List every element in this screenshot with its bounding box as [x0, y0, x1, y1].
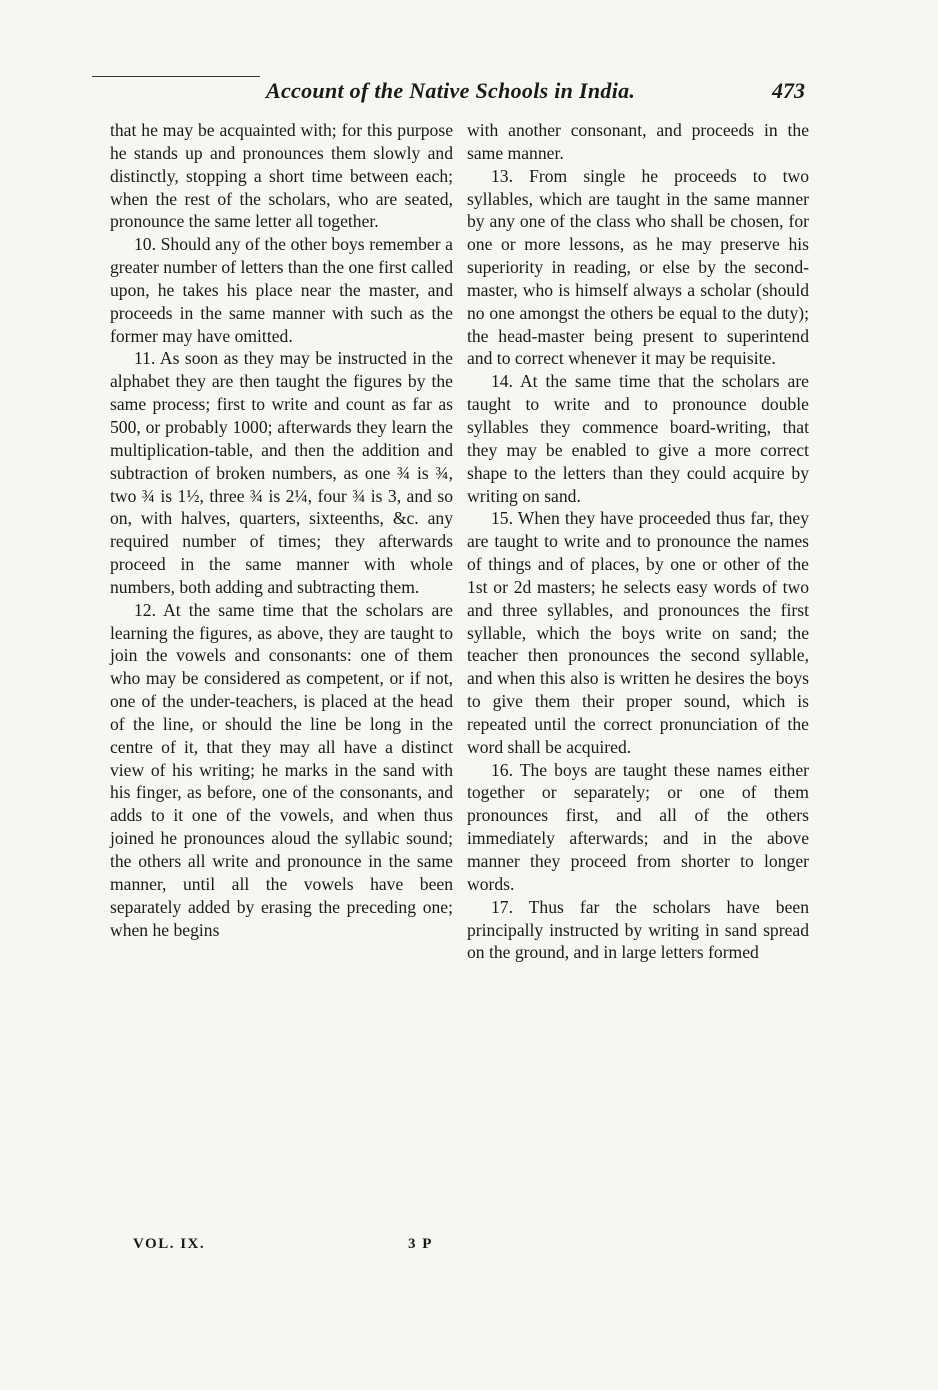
paragraph: 15. When they have proceeded thus far, they are taught to write and to pronounce the names of things and of places, by one or other of the 1st or 2d masters; he selects easy words of two and three syllables, and pronounces the first syllable, which the boys write on sand; the teacher then pronounces the second syllable, and when this also is written he desires the boys to give them their proper sound, which is repeated until the correct pronunciation of the word shall be acquired. — [467, 508, 809, 757]
paragraph: that he may be acquainted with; for this purpose he stands up and pronounces them slowly and distinctly, stopping a short time between each; when the rest of the scholars, who are seated, pronounce the same letter all together. — [110, 120, 453, 232]
running-head — [0, 78, 938, 108]
paragraph: 10. Should any of the other boys remember a greater number of letters than the one first called upon, he takes his place near the master, and proceeds in the same manner with such as the former may have omitted. — [110, 234, 453, 346]
left-column — [110, 119, 453, 941]
paragraph: with another consonant, and proceeds in the same manner. — [467, 120, 809, 163]
header-rule — [92, 76, 260, 77]
page-number: 473 — [772, 78, 805, 103]
volume-label: VOL. IX. — [133, 1236, 206, 1252]
paragraph: 12. At the same time that the scholars are learning the figures, as above, they are taught to join the vowels and consonants: one of them who may be considered as competent, or if not, one of the under-teachers, is placed at the head of the line, or should the line be long in the centre of it, that they may all have a distinct view of his writing; he marks in the sand with his finger, as before, one of the consonants, and adds to it one of the vowels, and when thus joined he pronounces aloud the syllabic sound; the others all write and pronounce in the same manner, until all the vowels have been separately added by erasing the preceding one; when he begins — [110, 599, 453, 940]
paragraph: 14. At the same time that the scholars are taught to write and to pronounce double syllables they commence board-writing, that they may be enabled to give a more correct shape to the letters than they could acquire by writing on sand. — [467, 371, 809, 506]
page-footer — [0, 1236, 938, 1260]
paragraph: 16. The boys are taught these names either together or separately; or one of them pronounces first, and all of the others immediately afterwards; and in the above manner they proceed from shorter to longer words. — [467, 759, 809, 894]
signature-mark: 3 P — [408, 1236, 433, 1252]
right-column — [467, 119, 809, 964]
paragraph: 17. Thus far the scholars have been principally instructed by writing in sand spread on the ground, and in large letters formed — [467, 896, 809, 963]
paragraph: 13. From single he proceeds to two syllables, which are taught in the same manner by any one of the class who shall be chosen, for one or more lessons, as he may preserve his superiority in reading, or else by the second-master, who is himself always a scholar (should no one amongst the others be equal to the duty); the head-master being present to superintend and to correct whenever it may be requisite. — [467, 165, 809, 369]
running-title: Account of the Native Schools in India. — [266, 78, 636, 103]
paragraph: 11. As soon as they may be instructed in the alphabet they are then taught the figures by the same process; first to write and count as far as 500, or probably 1000; afterwards they learn the multiplication-table, and then the addition and subtraction of broken numbers, as one ¾ is ¾, two ¾ is 1½, three ¾ is 2¼, four ¾ is 3, and so on, with halves, quarters, sixteenths, &c. any required number of times; they afterwards proceed in the same manner with whole numbers, both adding and subtracting them. — [110, 348, 453, 597]
